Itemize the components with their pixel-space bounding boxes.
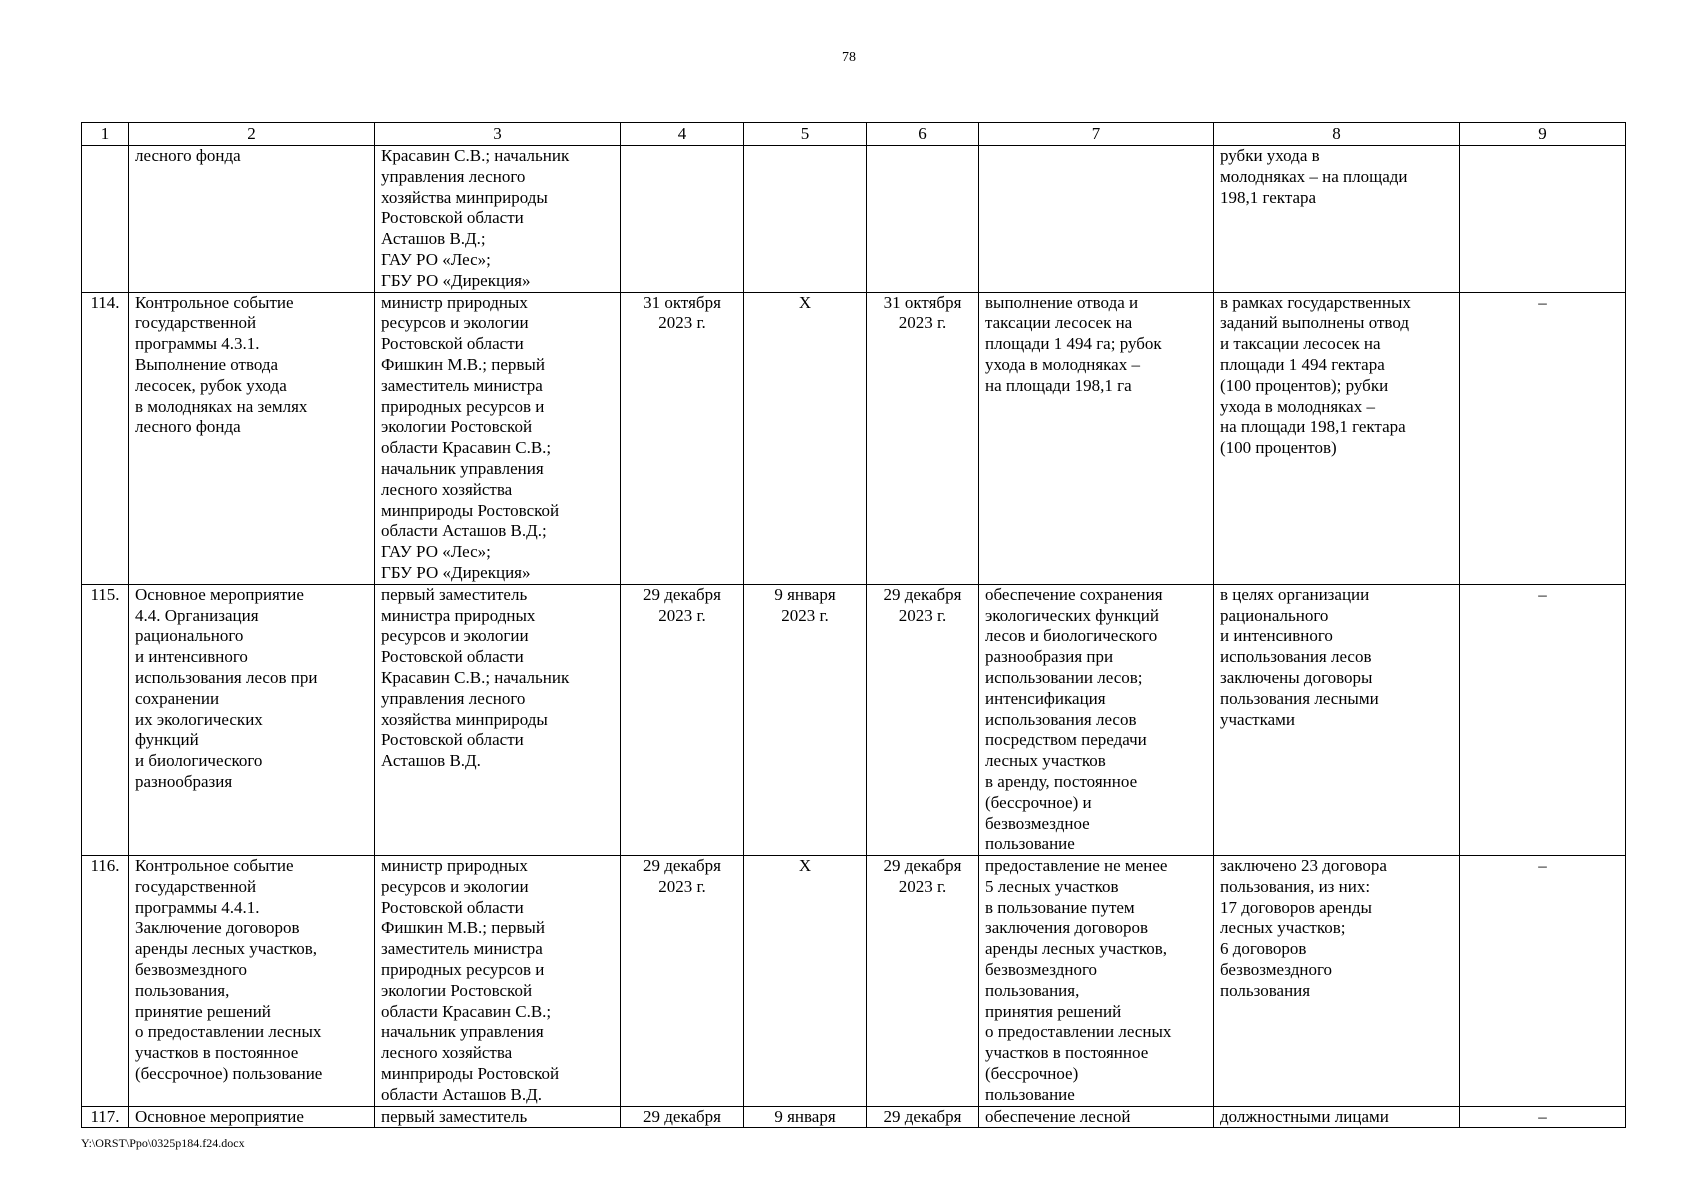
event-name-cell: Основное мероприятие 4.4. Организация рационального и интенсивного использования лесов при сохранении их экологических функций и биологического разнообразия — [129, 584, 375, 855]
plan-date-cell: 31 октября 2023 г. — [621, 292, 744, 584]
expected-result-cell: выполнение отвода и таксации лесосек на площади 1 494 га; рубок ухода в молодняках – на площади 198,1 га — [979, 292, 1214, 584]
actual-result-cell: в рамках государственных заданий выполнены отвод и таксации лесосек на площади 1 494 гектара (100 процентов); рубки ухода в молодняках – на площади 198,1 гектара (100 процентов) — [1214, 292, 1460, 584]
note-cell: – — [1460, 292, 1626, 584]
end-date-cell: 29 декабря 2023 г. — [867, 856, 979, 1107]
start-date-cell — [744, 146, 867, 293]
expected-result-cell — [979, 146, 1214, 293]
page-number: 78 — [842, 50, 856, 65]
column-header: 3 — [375, 123, 621, 146]
event-name-cell: Контрольное событие государственной программы 4.3.1. Выполнение отвода лесосек, рубок ухода в молодняках на землях лесного фонда — [129, 292, 375, 584]
note-cell: – — [1460, 584, 1626, 855]
actual-result-cell: должностными лицами — [1214, 1106, 1460, 1128]
actual-result-cell: заключено 23 договора пользования, из них: 17 договоров аренды лесных участков; 6 договоров безвозмездного пользования — [1214, 856, 1460, 1107]
note-cell: – — [1460, 856, 1626, 1107]
table-row — [82, 856, 1626, 1107]
event-name-cell: Основное мероприятие — [129, 1106, 375, 1128]
start-date-cell: 9 января 2023 г. — [744, 584, 867, 855]
event-name-cell: лесного фонда — [129, 146, 375, 293]
column-header: 1 — [82, 123, 129, 146]
event-name-cell: Контрольное событие государственной программы 4.4.1. Заключение договоров аренды лесных участков, безвозмездного пользования, принятие решений о предоставлении лесных участков в постоянное (бессрочное) пользование — [129, 856, 375, 1107]
expected-result-cell: предоставление не менее 5 лесных участков в пользование путем заключения договоров аренды лесных участков, безвозмездного пользования, принятия решений о предоставлении лесных участков в постоянное (бессрочное) пользование — [979, 856, 1214, 1107]
start-date-cell: Х — [744, 292, 867, 584]
end-date-cell: 31 октября 2023 г. — [867, 292, 979, 584]
note-cell — [1460, 146, 1626, 293]
row-number: 117. — [82, 1106, 129, 1128]
table-row — [82, 584, 1626, 855]
actual-result-cell: в целях организации рационального и интенсивного использования лесов заключены договоры пользования лесными участками — [1214, 584, 1460, 855]
column-header: 7 — [979, 123, 1214, 146]
file-path-footer: Y:\ORST\Ppo\0325p184.f24.docx — [81, 1136, 245, 1150]
table-row — [82, 292, 1626, 584]
row-number — [82, 146, 129, 293]
responsible-cell: министр природных ресурсов и экологии Ростовской области Фишкин М.В.; первый заместитель министра природных ресурсов и экологии Ростовской области Красавин С.В.; начальник управления лесного хозяйства минприроды Ростовской области Асташов В.Д.; ГАУ РО «Лес»; ГБУ РО «Дирекция» — [375, 292, 621, 584]
end-date-cell: 29 декабря — [867, 1106, 979, 1128]
column-header: 2 — [129, 123, 375, 146]
plan-date-cell: 29 декабря 2023 г. — [621, 856, 744, 1107]
column-header: 6 — [867, 123, 979, 146]
end-date-cell — [867, 146, 979, 293]
row-number: 114. — [82, 292, 129, 584]
plan-date-cell — [621, 146, 744, 293]
actual-result-cell: рубки ухода в молодняках – на площади 198,1 гектара — [1214, 146, 1460, 293]
responsible-cell: министр природных ресурсов и экологии Ростовской области Фишкин М.В.; первый заместитель министра природных ресурсов и экологии Ростовской области Красавин С.В.; начальник управления лесного хозяйства минприроды Ростовской области Асташов В.Д. — [375, 856, 621, 1107]
responsible-cell: первый заместитель министра природных ресурсов и экологии Ростовской области Красавин С.В.; начальник управления лесного хозяйства минприроды Ростовской области Асташов В.Д. — [375, 584, 621, 855]
row-number: 115. — [82, 584, 129, 855]
column-header: 8 — [1214, 123, 1460, 146]
table-row — [82, 146, 1626, 293]
report-table — [81, 122, 1626, 1128]
column-header: 5 — [744, 123, 867, 146]
responsible-cell: Красавин С.В.; начальник управления лесного хозяйства минприроды Ростовской области Асташов В.Д.; ГАУ РО «Лес»; ГБУ РО «Дирекция» — [375, 146, 621, 293]
expected-result-cell: обеспечение лесной — [979, 1106, 1214, 1128]
start-date-cell: 9 января — [744, 1106, 867, 1128]
row-number: 116. — [82, 856, 129, 1107]
start-date-cell: Х — [744, 856, 867, 1107]
plan-date-cell: 29 декабря — [621, 1106, 744, 1128]
column-header: 4 — [621, 123, 744, 146]
table-header-row — [82, 123, 1626, 146]
plan-date-cell: 29 декабря 2023 г. — [621, 584, 744, 855]
responsible-cell: первый заместитель — [375, 1106, 621, 1128]
expected-result-cell: обеспечение сохранения экологических функций лесов и биологического разнообразия при использовании лесов; интенсификация использования лесов посредством передачи лесных участков в аренду, постоянное (бессрочное) и безвозмездное пользование — [979, 584, 1214, 855]
column-header: 9 — [1460, 123, 1626, 146]
note-cell: – — [1460, 1106, 1626, 1128]
end-date-cell: 29 декабря 2023 г. — [867, 584, 979, 855]
table-row — [82, 1106, 1626, 1128]
